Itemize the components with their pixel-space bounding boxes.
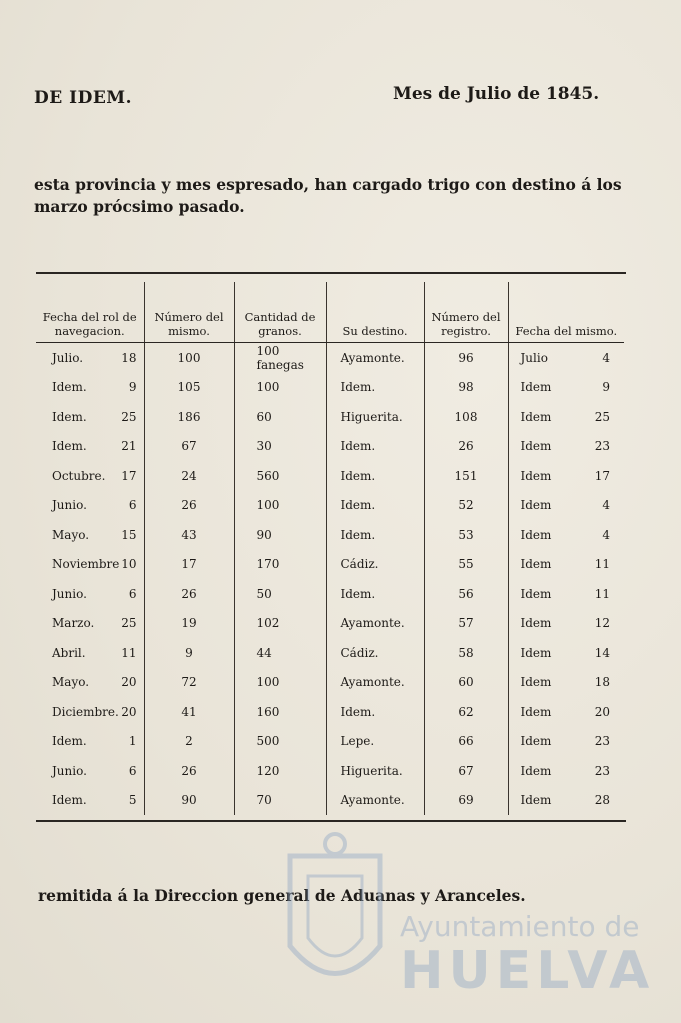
cell-fecha-rol xyxy=(36,520,144,550)
cell-destino: Idem. xyxy=(326,373,424,403)
rol-month: Junio. xyxy=(52,763,87,778)
rol-day: 5 xyxy=(128,793,137,808)
table-row xyxy=(36,343,624,373)
mismo-month: Idem xyxy=(520,616,552,631)
cell-cantidad: 560 xyxy=(234,461,326,491)
rol-day: 6 xyxy=(128,763,137,778)
coat-of-arms-icon xyxy=(290,834,380,974)
cell-fecha-mismo xyxy=(508,550,624,580)
table-row xyxy=(36,756,624,786)
cell-fecha-rol xyxy=(36,609,144,639)
rol-day: 11 xyxy=(121,645,137,660)
cell-registro: 56 xyxy=(424,579,508,609)
cell-fecha-mismo xyxy=(508,343,624,373)
rol-month: Idem. xyxy=(52,734,87,749)
rol-day: 25 xyxy=(121,409,137,424)
rol-month: Idem. xyxy=(52,380,87,395)
table-row xyxy=(36,402,624,432)
cell-fecha-rol xyxy=(36,697,144,727)
cell-fecha-rol xyxy=(36,373,144,403)
mismo-month: Idem xyxy=(520,380,552,395)
table-row xyxy=(36,579,624,609)
cell-fecha-rol xyxy=(36,491,144,521)
cell-registro: 96 xyxy=(424,343,508,373)
cell-numero: 2 xyxy=(144,727,234,757)
table-row xyxy=(36,461,624,491)
mismo-month: Idem xyxy=(520,704,552,719)
table-row xyxy=(36,550,624,580)
table-row xyxy=(36,668,624,698)
cell-cantidad: 160 xyxy=(234,697,326,727)
rol-month: Idem. xyxy=(52,439,87,454)
mismo-day: 11 xyxy=(594,557,610,572)
table-header-row xyxy=(36,282,624,343)
header-right: Mes de Julio de 1845. xyxy=(393,84,600,104)
intro-line-1: esta provincia y mes espresado, han cargado trigo con destino á los xyxy=(34,175,622,194)
table-row xyxy=(36,373,624,403)
cell-fecha-rol xyxy=(36,638,144,668)
table-row xyxy=(36,609,624,639)
cell-numero: 100 xyxy=(144,343,234,373)
cell-destino: Idem. xyxy=(326,520,424,550)
table-row xyxy=(36,727,624,757)
mismo-day: 20 xyxy=(594,704,610,719)
cell-registro: 52 xyxy=(424,491,508,521)
table-row xyxy=(36,786,624,816)
rol-month: Idem. xyxy=(52,409,87,424)
col-header-registro: Número del registro. xyxy=(424,282,508,343)
cell-registro: 53 xyxy=(424,520,508,550)
col-header-cantidad: Cantidad de granos. xyxy=(234,282,326,343)
col-header-fecha-rol: Fecha del rol de navegacion. xyxy=(36,282,144,343)
cell-fecha-mismo xyxy=(508,461,624,491)
cell-cantidad: 100 xyxy=(234,491,326,521)
table-top-rule xyxy=(36,272,626,274)
rol-month: Julio. xyxy=(52,350,84,365)
col-header-numero: Número del mismo. xyxy=(144,282,234,343)
cell-registro: 60 xyxy=(424,668,508,698)
mismo-month: Idem xyxy=(520,734,552,749)
cell-destino: Idem. xyxy=(326,461,424,491)
cell-destino: Idem. xyxy=(326,579,424,609)
cell-cantidad: 60 xyxy=(234,402,326,432)
col-header-destino: Su destino. xyxy=(326,282,424,343)
cell-fecha-rol xyxy=(36,668,144,698)
mismo-month: Idem xyxy=(520,645,552,660)
cell-cantidad: 100 fanegas xyxy=(234,343,326,373)
table-row xyxy=(36,520,624,550)
rol-day: 10 xyxy=(121,557,137,572)
cell-registro: 62 xyxy=(424,697,508,727)
cell-fecha-mismo xyxy=(508,727,624,757)
cell-destino: Higuerita. xyxy=(326,402,424,432)
cell-destino: Ayamonte. xyxy=(326,786,424,816)
rol-month: Idem. xyxy=(52,793,87,808)
table-row xyxy=(36,697,624,727)
cell-fecha-mismo xyxy=(508,668,624,698)
mismo-month: Idem xyxy=(520,409,552,424)
mismo-day: 17 xyxy=(594,468,610,483)
cell-registro: 98 xyxy=(424,373,508,403)
mismo-day: 4 xyxy=(602,350,610,365)
header-left: DE IDEM. xyxy=(34,88,133,108)
rol-day: 25 xyxy=(121,616,137,631)
rol-month: Mayo. xyxy=(52,527,90,542)
cell-cantidad: 102 xyxy=(234,609,326,639)
rol-day: 21 xyxy=(121,439,137,454)
mismo-month: Idem xyxy=(520,439,552,454)
mismo-month: Idem xyxy=(520,498,552,513)
cell-fecha-rol xyxy=(36,756,144,786)
cell-numero: 26 xyxy=(144,756,234,786)
cell-numero: 186 xyxy=(144,402,234,432)
cell-numero: 41 xyxy=(144,697,234,727)
cell-fecha-mismo xyxy=(508,373,624,403)
cell-numero: 19 xyxy=(144,609,234,639)
cell-registro: 66 xyxy=(424,727,508,757)
ayuntamiento-huelva-watermark xyxy=(270,826,655,1016)
intro-line-2: marzo prócsimo pasado. xyxy=(34,197,245,216)
mismo-day: 9 xyxy=(602,380,610,395)
table-bottom-rule xyxy=(36,820,626,822)
cell-fecha-rol xyxy=(36,402,144,432)
cell-registro: 108 xyxy=(424,402,508,432)
mismo-month: Idem xyxy=(520,527,552,542)
cell-registro: 58 xyxy=(424,638,508,668)
mismo-day: 23 xyxy=(594,763,610,778)
table-row xyxy=(36,432,624,462)
mismo-month: Idem xyxy=(520,675,552,690)
mismo-day: 4 xyxy=(602,498,610,513)
mismo-month: Idem xyxy=(520,793,552,808)
rol-day: 17 xyxy=(121,468,137,483)
col-header-fecha-mismo: Fecha del mismo. xyxy=(508,282,624,343)
cell-fecha-mismo xyxy=(508,520,624,550)
cell-fecha-rol xyxy=(36,786,144,816)
cell-cantidad: 30 xyxy=(234,432,326,462)
mismo-month: Idem xyxy=(520,468,552,483)
mismo-day: 23 xyxy=(594,734,610,749)
rol-day: 1 xyxy=(128,734,137,749)
cell-numero: 26 xyxy=(144,491,234,521)
mismo-day: 11 xyxy=(594,586,610,601)
cell-fecha-mismo xyxy=(508,579,624,609)
shipment-table xyxy=(36,282,624,815)
cell-cantidad: 90 xyxy=(234,520,326,550)
mismo-month: Idem xyxy=(520,586,552,601)
rol-month: Marzo. xyxy=(52,616,95,631)
cell-cantidad: 70 xyxy=(234,786,326,816)
mismo-day: 18 xyxy=(594,675,610,690)
cell-fecha-mismo xyxy=(508,756,624,786)
cell-numero: 72 xyxy=(144,668,234,698)
cell-registro: 26 xyxy=(424,432,508,462)
footer-text: remitida á la Direccion general de Aduanas y Aranceles. xyxy=(38,886,526,905)
mismo-day: 12 xyxy=(594,616,610,631)
cell-numero: 9 xyxy=(144,638,234,668)
watermark-line-2: HUELVA xyxy=(400,941,655,1001)
cell-registro: 55 xyxy=(424,550,508,580)
table-row xyxy=(36,638,624,668)
cell-cantidad: 100 xyxy=(234,373,326,403)
cell-destino: Idem. xyxy=(326,697,424,727)
rol-day: 9 xyxy=(128,380,137,395)
cell-numero: 17 xyxy=(144,550,234,580)
cell-fecha-rol xyxy=(36,727,144,757)
cell-registro: 151 xyxy=(424,461,508,491)
cell-registro: 57 xyxy=(424,609,508,639)
cell-destino: Idem. xyxy=(326,432,424,462)
cell-fecha-mismo xyxy=(508,402,624,432)
mismo-day: 14 xyxy=(594,645,610,660)
cell-registro: 69 xyxy=(424,786,508,816)
rol-month: Junio. xyxy=(52,586,87,601)
cell-numero: 24 xyxy=(144,461,234,491)
rol-month: Noviembre xyxy=(52,557,120,572)
cell-numero: 67 xyxy=(144,432,234,462)
rol-month: Mayo. xyxy=(52,675,90,690)
mismo-day: 23 xyxy=(594,439,610,454)
mismo-month: Idem xyxy=(520,763,552,778)
cell-fecha-rol xyxy=(36,461,144,491)
cell-fecha-rol xyxy=(36,550,144,580)
rol-day: 6 xyxy=(128,586,137,601)
cell-fecha-mismo xyxy=(508,638,624,668)
rol-day: 20 xyxy=(121,675,137,690)
mismo-day: 25 xyxy=(594,409,610,424)
cell-destino: Higuerita. xyxy=(326,756,424,786)
intro-text xyxy=(34,174,634,218)
cell-cantidad: 50 xyxy=(234,579,326,609)
cell-fecha-mismo xyxy=(508,432,624,462)
cell-numero: 26 xyxy=(144,579,234,609)
table-body xyxy=(36,343,624,816)
mismo-month: Julio xyxy=(520,350,548,365)
cell-cantidad: 170 xyxy=(234,550,326,580)
cell-fecha-rol xyxy=(36,579,144,609)
table-row xyxy=(36,491,624,521)
rol-day: 6 xyxy=(128,498,137,513)
cell-destino: Ayamonte. xyxy=(326,668,424,698)
cell-fecha-mismo xyxy=(508,786,624,816)
watermark-line-1: Ayuntamiento de xyxy=(400,910,640,943)
cell-fecha-mismo xyxy=(508,609,624,639)
rol-month: Octubre. xyxy=(52,468,106,483)
mismo-day: 4 xyxy=(602,527,610,542)
cell-cantidad: 44 xyxy=(234,638,326,668)
cell-destino: Cádiz. xyxy=(326,550,424,580)
rol-month: Junio. xyxy=(52,498,87,513)
mismo-day: 28 xyxy=(594,793,610,808)
rol-day: 18 xyxy=(121,350,137,365)
cell-destino: Lepe. xyxy=(326,727,424,757)
rol-day: 15 xyxy=(121,527,137,542)
rol-month: Abril. xyxy=(52,645,86,660)
cell-fecha-rol xyxy=(36,432,144,462)
rol-month: Diciembre. xyxy=(52,704,119,719)
cell-cantidad: 100 xyxy=(234,668,326,698)
cell-destino: Ayamonte. xyxy=(326,343,424,373)
cell-cantidad: 500 xyxy=(234,727,326,757)
cell-fecha-rol xyxy=(36,343,144,373)
cell-numero: 105 xyxy=(144,373,234,403)
cell-numero: 43 xyxy=(144,520,234,550)
mismo-month: Idem xyxy=(520,557,552,572)
cell-registro: 67 xyxy=(424,756,508,786)
cell-destino: Cádiz. xyxy=(326,638,424,668)
cell-destino: Idem. xyxy=(326,491,424,521)
rol-day: 20 xyxy=(121,704,137,719)
cell-fecha-mismo xyxy=(508,697,624,727)
cell-destino: Ayamonte. xyxy=(326,609,424,639)
cell-numero: 90 xyxy=(144,786,234,816)
cell-cantidad: 120 xyxy=(234,756,326,786)
cell-fecha-mismo xyxy=(508,491,624,521)
